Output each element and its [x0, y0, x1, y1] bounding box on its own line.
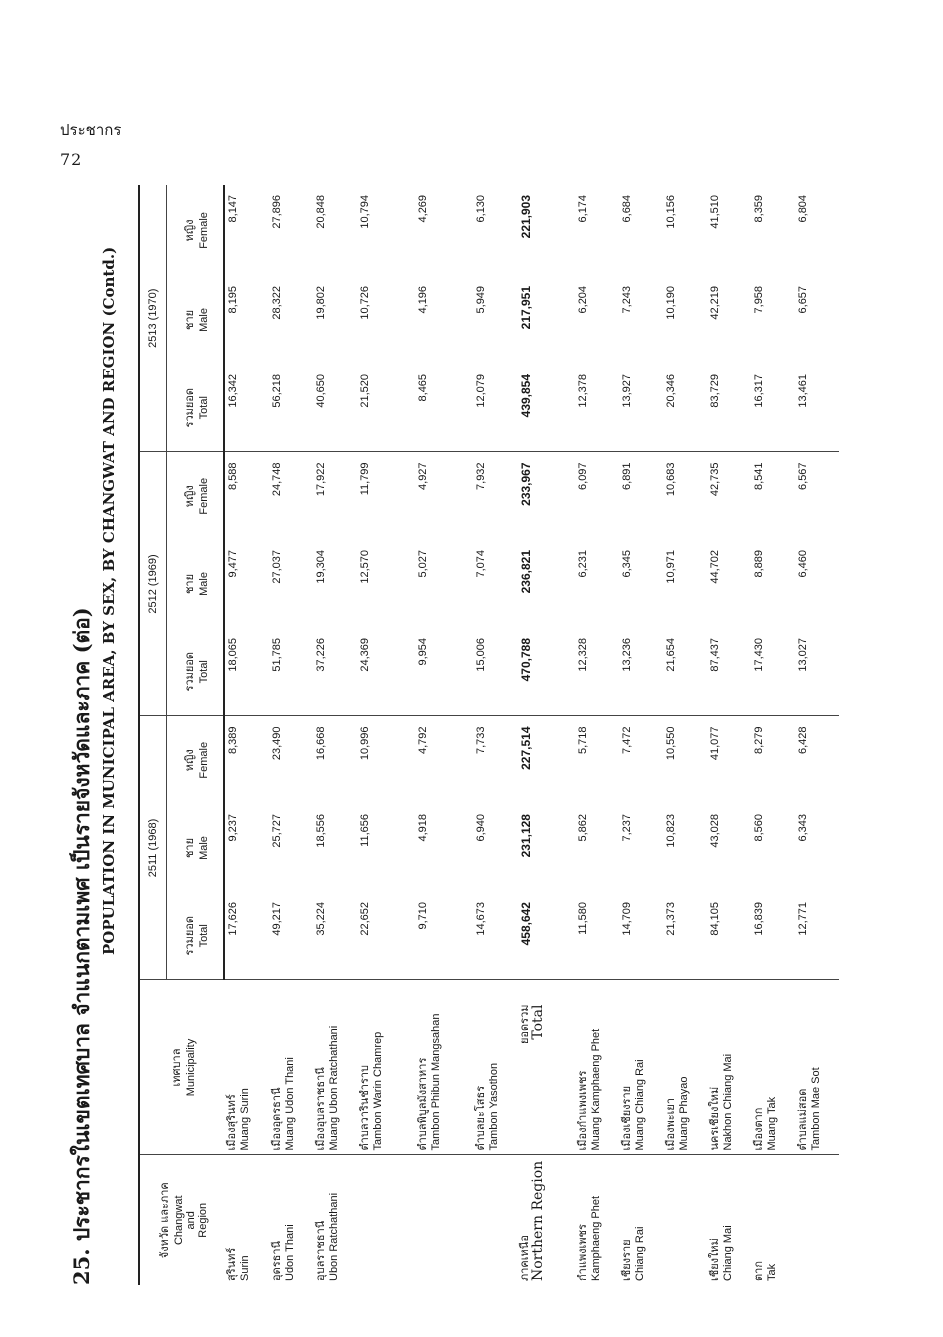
header-year-1969: 2512 (1969)	[139, 452, 167, 716]
value-cell: 8,389	[227, 726, 239, 755]
value-cell: 28,322	[271, 285, 283, 320]
value-cell: 44,702	[709, 549, 721, 584]
value-cell: 221,903	[519, 194, 533, 239]
header-female-en: Female	[198, 212, 210, 249]
municipality-thai: นครเชียงใหม่	[709, 1086, 721, 1151]
value-cell: 8,279	[753, 726, 765, 755]
value-cell: 8,588	[227, 462, 239, 490]
value-cell: 217,951	[519, 285, 533, 330]
value-cell: 20,848	[315, 194, 327, 229]
header-male-3	[167, 276, 225, 364]
value-cell: 14,673	[473, 892, 517, 980]
region-thai: ตาก	[753, 1261, 765, 1281]
header-municipality	[139, 980, 224, 1155]
value-cell: 6,343	[797, 814, 809, 842]
region-cell	[269, 1155, 313, 1285]
region-english: Tak	[766, 1263, 778, 1281]
value-cell: 9,710	[415, 892, 473, 980]
municipality-english: Nakhon Chiang Mai	[722, 1053, 734, 1151]
header-female-2	[167, 452, 225, 540]
value-cell: 51,785	[269, 628, 313, 716]
value-cell: 11,656	[359, 814, 371, 847]
municipality-thai: ตำบลพิบูลมังสาหาร	[417, 1057, 429, 1151]
value-cell: 6,231	[577, 549, 589, 578]
rotated-table-block	[60, 185, 860, 1285]
page-header	[60, 118, 121, 169]
value-cell: 10,996	[359, 726, 371, 761]
municipality-cell	[224, 980, 269, 1155]
table-row	[269, 185, 313, 1285]
region-cell	[795, 1155, 839, 1285]
table-row	[619, 185, 663, 1285]
value-cell: 5,949	[475, 285, 487, 314]
municipality-english: Muang Tak	[766, 1096, 778, 1151]
municipality-thai: เมืองสุรินทร์	[226, 1094, 238, 1151]
municipality-english: Muang Phayao	[678, 1076, 690, 1151]
value-cell: 6,174	[577, 194, 589, 223]
value-cell: 16,317	[751, 364, 795, 452]
value-cell: 10,726	[359, 285, 371, 320]
value-cell: 9,477	[227, 549, 239, 578]
region-english: Ubon Ratchathani	[328, 1192, 340, 1281]
value-cell: 4,269	[417, 194, 429, 223]
value-cell: 19,304	[315, 549, 327, 584]
region-english: Kamphaeng Phet	[590, 1195, 602, 1281]
header-total-en: Total	[198, 924, 210, 948]
value-cell: 8,147	[227, 194, 239, 223]
header-region	[139, 1155, 224, 1285]
value-cell: 8,359	[753, 194, 765, 223]
header-year-1970: 2513 (1970)	[139, 185, 167, 452]
value-cell: 10,190	[665, 285, 677, 320]
table-row	[707, 185, 751, 1285]
header-male-thai: ชาย	[184, 837, 196, 859]
value-cell: 14,709	[619, 892, 663, 980]
value-cell: 8,889	[753, 549, 765, 578]
value-cell: 56,218	[269, 364, 313, 452]
region-english: Surin	[239, 1255, 251, 1281]
population-table	[138, 185, 839, 1285]
region-thai: สุรินทร์	[226, 1247, 238, 1281]
header-municipality-thai: เทศบาล	[171, 1048, 183, 1087]
header-total-thai: รวมยอด	[184, 651, 196, 692]
header-total-2	[167, 628, 225, 716]
header-female-3	[167, 185, 225, 276]
value-cell: 7,074	[475, 549, 487, 578]
header-total-thai: รวมยอด	[184, 915, 196, 956]
municipality-thai: เมืองกำแพงเพชร	[577, 1070, 589, 1151]
municipality-cell	[313, 980, 357, 1155]
value-cell: 41,510	[709, 194, 721, 229]
header-male-thai: ชาย	[184, 573, 196, 595]
municipality-english: Muang Ubon Ratchathani	[328, 1025, 340, 1151]
table-row	[751, 185, 795, 1285]
header-year-1968: 2511 (1968)	[139, 716, 167, 980]
value-cell: 6,428	[797, 726, 809, 755]
value-cell: 6,684	[621, 194, 633, 223]
value-cell: 22,652	[357, 892, 415, 980]
value-cell: 13,236	[619, 628, 663, 716]
value-cell: 10,794	[359, 194, 371, 229]
region-english: Udon Thani	[284, 1224, 296, 1281]
header-total-en: Total	[198, 396, 210, 420]
value-cell: 470,788	[517, 628, 575, 716]
header-female-1	[167, 716, 225, 804]
value-cell: 10,156	[665, 194, 677, 229]
value-cell: 17,922	[315, 462, 327, 497]
header-male-en: Male	[198, 836, 210, 860]
value-cell: 7,237	[621, 814, 633, 842]
value-cell: 21,373	[663, 892, 707, 980]
value-cell: 6,097	[577, 462, 589, 490]
value-cell: 5,718	[577, 726, 589, 755]
page-category: ประชากร	[60, 121, 122, 139]
header-male-1	[167, 804, 225, 892]
municipality-thai: ยอดรวม	[519, 1004, 531, 1045]
value-cell: 9,954	[415, 628, 473, 716]
header-total-1	[167, 892, 225, 980]
header-female-en: Female	[198, 741, 210, 779]
municipality-thai: เมืองเชียงราย	[621, 1085, 633, 1151]
value-cell: 4,927	[417, 462, 429, 490]
region-cell	[517, 1155, 575, 1285]
value-cell: 6,460	[797, 549, 809, 578]
value-cell: 16,668	[315, 726, 327, 761]
region-cell	[751, 1155, 795, 1285]
value-cell: 16,342	[224, 364, 269, 452]
table-title	[60, 185, 132, 1285]
value-cell: 6,657	[797, 285, 809, 314]
header-region-thai: จังหวัด และภาค	[159, 1182, 171, 1259]
value-cell: 8,560	[753, 814, 765, 842]
municipality-cell	[269, 980, 313, 1155]
municipality-cell	[575, 980, 619, 1155]
value-cell: 11,580	[575, 892, 619, 980]
value-cell: 7,733	[475, 726, 487, 755]
header-region-en-2: and	[185, 1211, 197, 1230]
region-cell	[663, 1155, 707, 1285]
municipality-thai: เมืองพะเยา	[665, 1097, 677, 1151]
value-cell: 18,065	[224, 628, 269, 716]
value-cell: 42,219	[709, 285, 721, 320]
value-cell: 87,437	[707, 628, 751, 716]
value-cell: 10,823	[665, 814, 677, 848]
municipality-english: Muang Kamphaeng Phet	[590, 1028, 602, 1151]
value-cell: 6,130	[475, 194, 487, 223]
region-cell	[357, 1155, 415, 1285]
title-thai: 25. ประชากรในเขตเทศบาล จำแนกตามเพศ เป็นรายจังหวัดและภาค (ต่อ)	[69, 607, 94, 1285]
header-total-3	[167, 364, 225, 452]
value-cell: 18,556	[315, 814, 327, 848]
value-cell: 11,799	[359, 462, 371, 496]
value-cell: 439,854	[517, 364, 575, 452]
municipality-english: Muang Chiang Rai	[634, 1059, 646, 1151]
region-cell	[415, 1155, 473, 1285]
value-cell: 10,550	[665, 726, 677, 761]
value-cell: 12,328	[575, 628, 619, 716]
value-cell: 12,079	[473, 364, 517, 452]
region-cell	[707, 1155, 751, 1285]
value-cell: 25,727	[271, 814, 283, 848]
header-female-en: Female	[198, 477, 210, 515]
region-english: Chiang Mai	[722, 1225, 734, 1281]
value-cell: 24,748	[271, 462, 283, 497]
value-cell: 20,346	[663, 364, 707, 452]
value-cell: 49,217	[269, 892, 313, 980]
header-female-thai: หญิง	[184, 485, 196, 508]
table-row	[357, 185, 415, 1285]
header-municipality-en: Municipality	[185, 1038, 197, 1097]
value-cell: 6,804	[797, 194, 809, 223]
table-row	[224, 185, 269, 1285]
region-cell	[473, 1155, 517, 1285]
header-male-en: Male	[198, 572, 210, 596]
value-cell: 12,378	[575, 364, 619, 452]
value-cell: 15,006	[473, 628, 517, 716]
value-cell: 9,237	[227, 814, 239, 842]
value-cell: 23,490	[271, 726, 283, 761]
municipality-cell	[415, 980, 473, 1155]
value-cell: 7,472	[621, 726, 633, 755]
value-cell: 13,461	[795, 364, 839, 452]
region-cell	[224, 1155, 269, 1285]
header-male-en: Male	[198, 308, 210, 332]
header-female-thai: หญิง	[184, 219, 196, 242]
header-region-en-1: Changwat	[173, 1195, 185, 1246]
value-cell: 7,243	[621, 285, 633, 314]
value-cell: 13,027	[795, 628, 839, 716]
value-cell: 37,226	[313, 628, 357, 716]
value-cell: 41,077	[709, 726, 721, 761]
title-english: POPULATION IN MUNICIPAL AREA, BY SEX, BY CHANGWAT AND REGION (Contd.)	[100, 246, 118, 955]
value-cell: 236,821	[519, 549, 533, 594]
value-cell: 10,683	[665, 462, 677, 497]
header-male-thai: ชาย	[184, 309, 196, 330]
value-cell: 24,369	[357, 628, 415, 716]
value-cell: 12,771	[795, 892, 839, 980]
value-cell: 8,465	[415, 364, 473, 452]
table-row	[313, 185, 357, 1285]
region-thai: เชียงราย	[621, 1239, 633, 1281]
value-cell: 12,570	[359, 549, 371, 584]
region-thai: อุดรธานี	[271, 1240, 283, 1281]
municipality-cell	[619, 980, 663, 1155]
table-row	[663, 185, 707, 1285]
header-total-en: Total	[198, 660, 210, 684]
value-cell: 6,204	[577, 285, 589, 314]
value-cell: 10,971	[665, 549, 677, 584]
value-cell: 83,729	[707, 364, 751, 452]
value-cell: 21,520	[357, 364, 415, 452]
value-cell: 8,195	[227, 285, 239, 314]
value-cell: 458,642	[517, 892, 575, 980]
municipality-thai: ตำบลยะโสธร	[475, 1085, 487, 1151]
value-cell: 5,862	[577, 814, 589, 842]
municipality-thai: ตำบลแม่สอด	[797, 1088, 809, 1151]
value-cell: 19,802	[315, 285, 327, 320]
municipality-english: Muang Udon Thani	[284, 1057, 296, 1151]
table-row	[415, 185, 473, 1285]
header-total-thai: รวมยอด	[184, 387, 196, 428]
value-cell: 35,224	[313, 892, 357, 980]
region-cell	[313, 1155, 357, 1285]
value-cell: 5,027	[417, 549, 429, 578]
value-cell: 27,037	[271, 549, 283, 584]
value-cell: 233,967	[519, 462, 533, 506]
table-row	[473, 185, 517, 1285]
municipality-thai: เมืองตาก	[753, 1107, 765, 1151]
table-row	[517, 185, 575, 1285]
municipality-english: Tambon Yasothon	[488, 1062, 500, 1151]
region-thai: ภาคเหนือ	[519, 1235, 531, 1281]
value-cell: 13,927	[619, 364, 663, 452]
value-cell: 4,196	[417, 285, 429, 314]
region-thai: อุบลราชธานี	[315, 1220, 327, 1281]
value-cell: 27,896	[271, 194, 283, 229]
value-cell: 17,626	[224, 892, 269, 980]
value-cell: 231,128	[519, 814, 533, 858]
value-cell: 17,430	[751, 628, 795, 716]
value-cell: 84,105	[707, 892, 751, 980]
value-cell: 4,918	[417, 814, 429, 842]
municipality-cell	[473, 980, 517, 1155]
region-cell	[619, 1155, 663, 1285]
value-cell: 227,514	[519, 726, 533, 770]
value-cell: 6,345	[621, 549, 633, 578]
value-cell: 4,792	[417, 726, 429, 755]
value-cell: 16,839	[751, 892, 795, 980]
municipality-cell	[795, 980, 839, 1155]
municipality-english: Tambon Mae Sot	[810, 1067, 822, 1151]
municipality-english: Total	[530, 1004, 546, 1040]
municipality-thai: เมืองอุบลราชธานี	[315, 1067, 327, 1151]
region-cell	[575, 1155, 619, 1285]
value-cell: 6,891	[621, 462, 633, 490]
page-number: 72	[60, 150, 83, 169]
municipality-english: Muang Surin	[239, 1088, 251, 1151]
value-cell: 6,940	[475, 814, 487, 842]
table-row	[575, 185, 619, 1285]
value-cell: 6,567	[797, 462, 809, 490]
value-cell: 40,650	[313, 364, 357, 452]
value-cell: 42,735	[709, 462, 721, 497]
municipality-thai: ตำบลวารินชำราบ	[359, 1064, 371, 1151]
header-male-2	[167, 540, 225, 628]
table-row	[795, 185, 839, 1285]
value-cell: 43,028	[709, 814, 721, 848]
value-cell: 21,654	[663, 628, 707, 716]
region-english: Northern Region	[530, 1160, 546, 1281]
municipality-cell	[357, 980, 415, 1155]
municipality-cell	[663, 980, 707, 1155]
municipality-english: Tambon Warin Chamrep	[372, 1031, 384, 1151]
municipality-thai: เมืองอุดรธานี	[271, 1087, 283, 1151]
value-cell: 8,541	[753, 462, 765, 490]
value-cell: 7,958	[753, 285, 765, 314]
value-cell: 7,932	[475, 462, 487, 490]
header-female-thai: หญิง	[184, 749, 196, 772]
municipality-english: Tambon Phibun Mangsahan	[430, 1013, 442, 1151]
header-region-en-3: Region	[197, 1202, 209, 1238]
region-english: Chiang Rai	[634, 1226, 646, 1281]
municipality-cell	[751, 980, 795, 1155]
region-thai: กำแพงเพชร	[577, 1224, 589, 1281]
region-thai: เชียงใหม่	[709, 1238, 721, 1281]
municipality-cell	[707, 980, 751, 1155]
municipality-cell	[517, 980, 575, 1155]
